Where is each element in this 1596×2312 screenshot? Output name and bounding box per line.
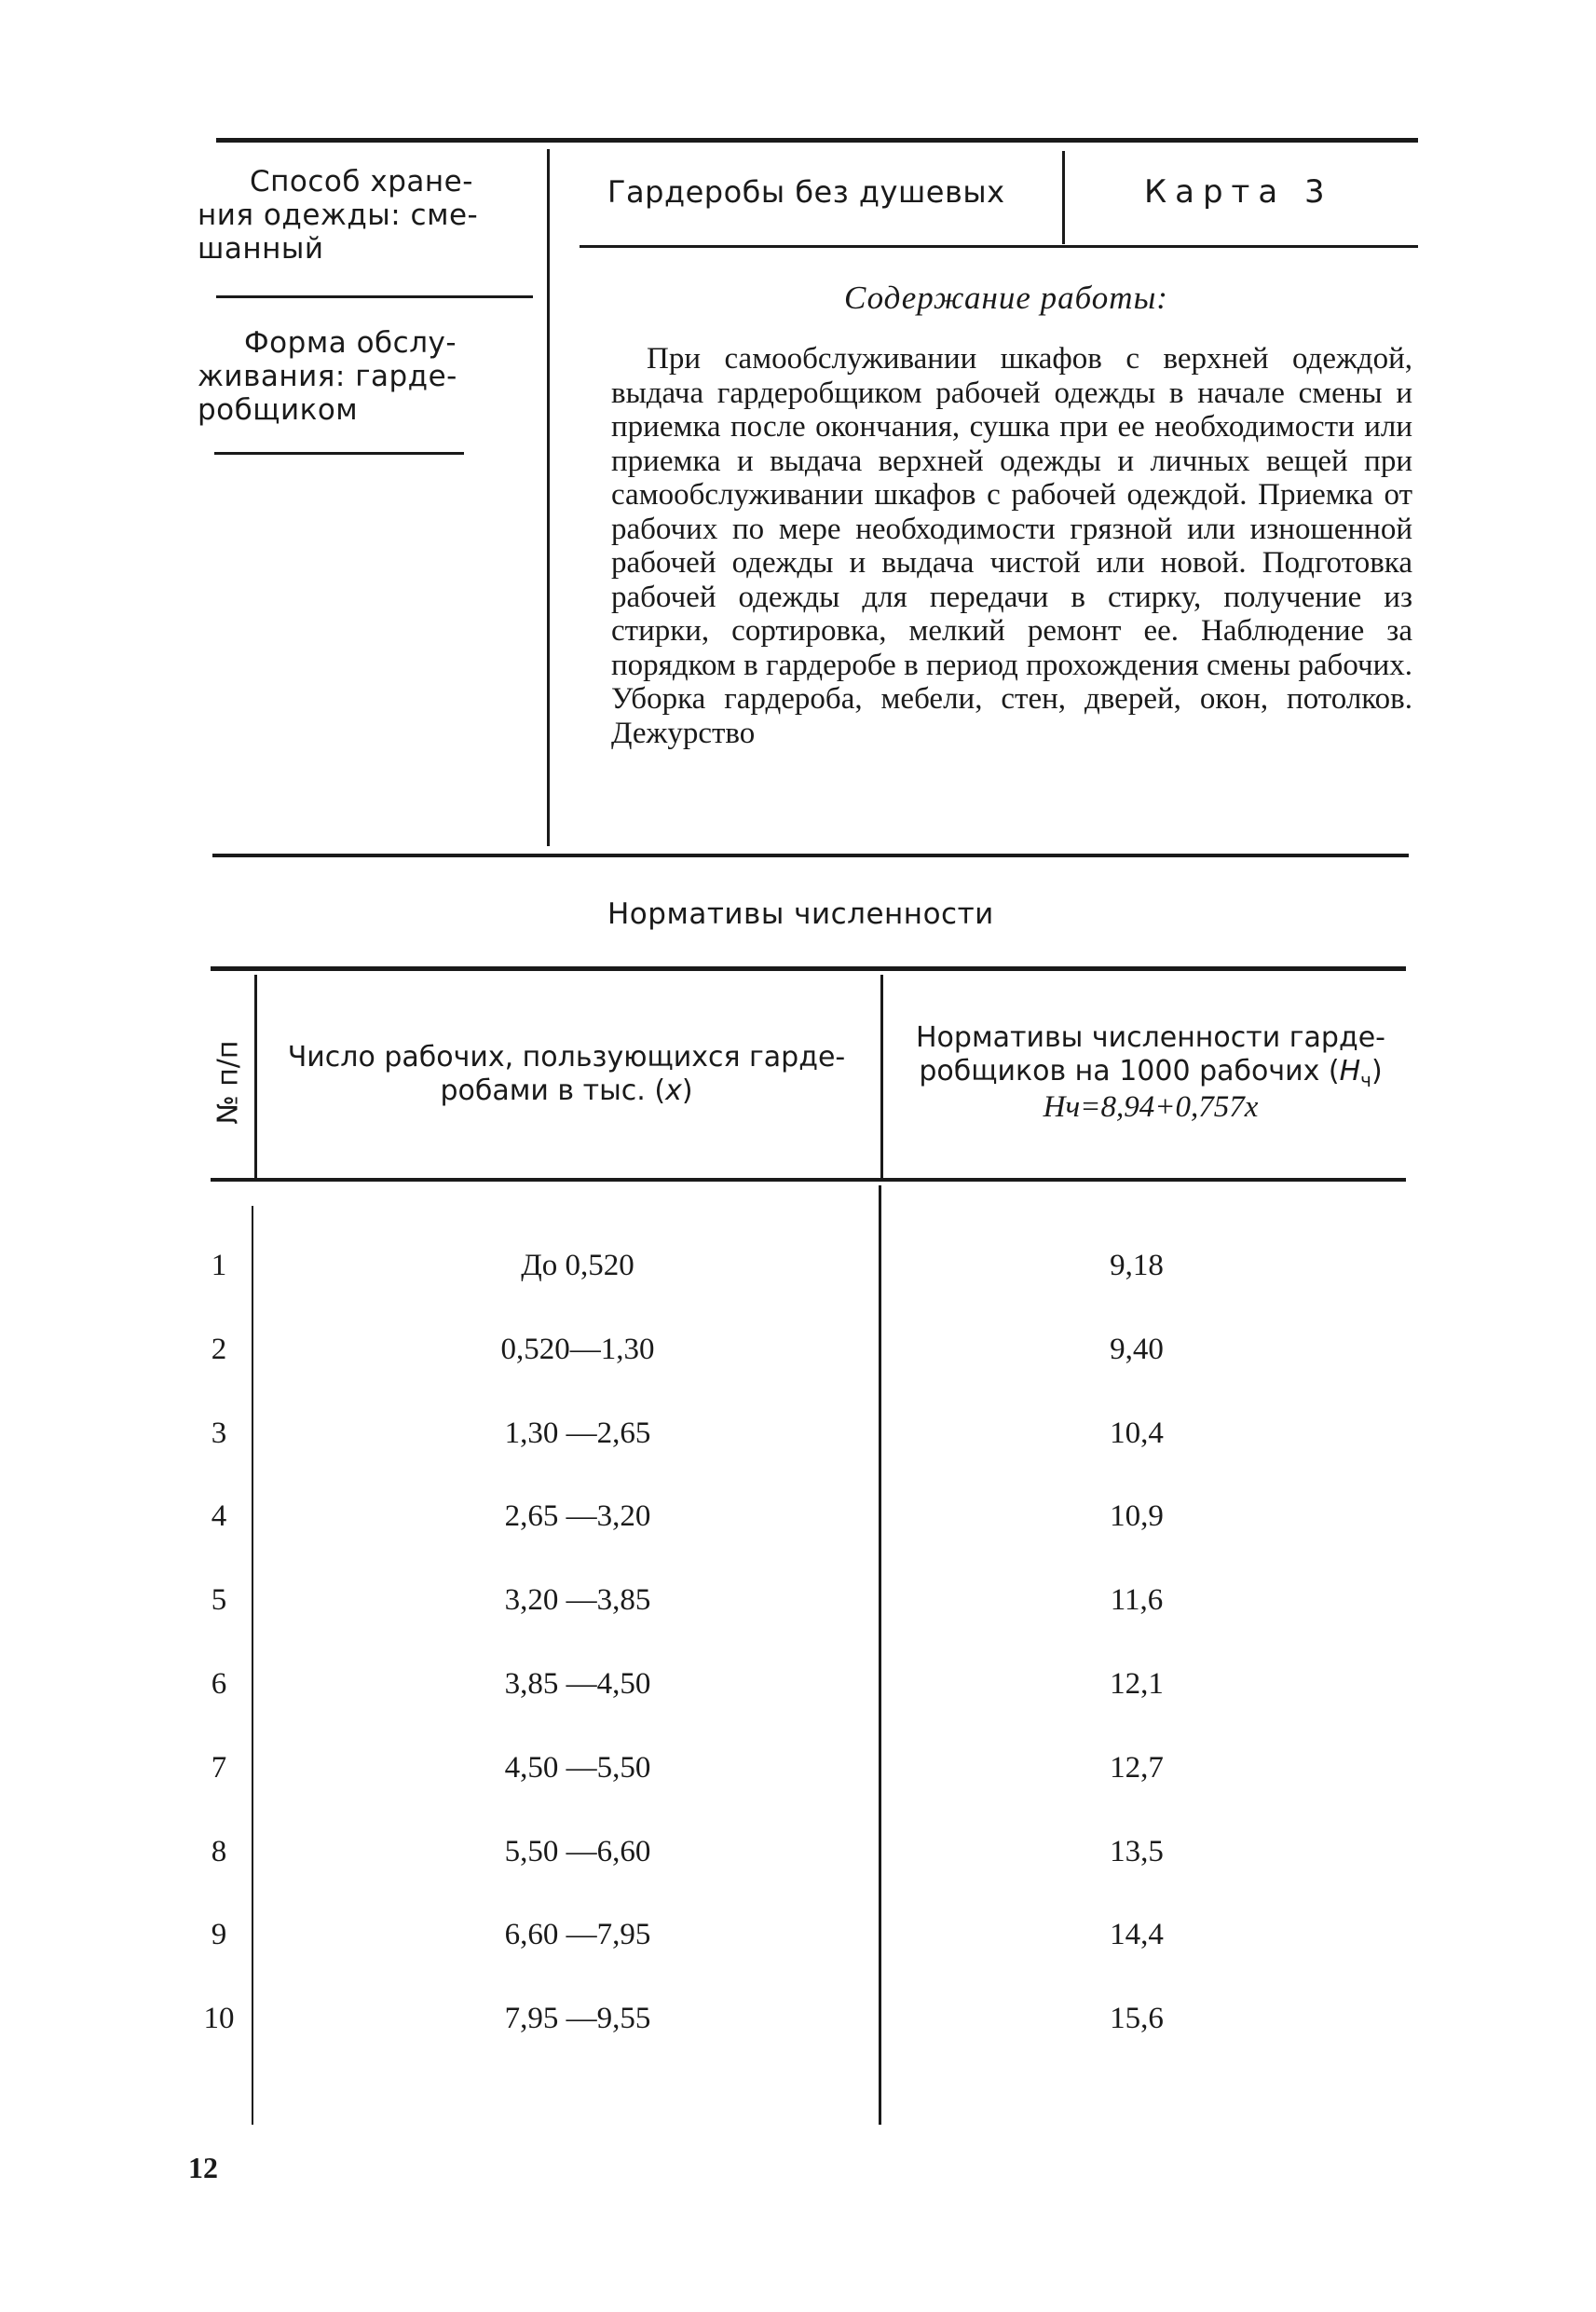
row-number: 7 (211, 1751, 227, 1785)
row-value: 10,9 (1110, 1499, 1164, 1533)
header-norms (890, 1021, 1412, 1097)
header-divider (1062, 151, 1065, 244)
content-text: При самообслуживании шкафов с верхней одеждой, выдача гардеробщиком рабочей одежды в начале смены и приемка после окончания, сушка при ее необходимости или приемка и выдача верхней одежды и личных вещей при самообслуживании шкафов с рабочей одеждой. Приемка от рабочих по мере необходимости грязной или изношенной рабочей одежды и выдача чистой или новой. Подготовка рабочей одежды для передачи в стирку, получение из стирки, сортировка, мелкий ремонт ее. Наблюдение за порядком в гардеробе в период прохождения смены рабочих. Уборка гардероба, мебели, стен, дверей, окон, потолков. Дежурство (611, 342, 1412, 750)
header-norms-line-1: Нормативы численности гарде- (916, 1021, 1385, 1054)
left-rule-2 (214, 452, 464, 455)
header-title: Гардеробы без душевых (607, 174, 1005, 210)
top-left-divider (547, 149, 550, 846)
header-workers-line-2: робами в тыс. (x) (440, 1074, 693, 1107)
storage-method-line-2: ния одежды: сме- (198, 198, 479, 232)
row-value: 14,4 (1110, 1918, 1164, 1951)
service-form (198, 326, 505, 427)
row-range: 3,85 —4,50 (504, 1667, 651, 1701)
storage-method (198, 165, 505, 266)
row-range: 6,60 —7,95 (504, 1918, 651, 1951)
table-col-divider-1 (254, 975, 257, 1180)
table-header-rule (211, 1178, 1406, 1182)
section-bottom-rule (212, 854, 1409, 857)
storage-method-line-1: Способ хране- (250, 165, 473, 198)
table-title: Нормативы численности (607, 897, 994, 931)
row-number: 9 (211, 1918, 227, 1951)
row-number: 2 (211, 1333, 227, 1366)
service-form-line-3: робщиком (198, 393, 359, 427)
storage-method-line-3: шанный (198, 232, 324, 266)
header-bottom-rule (580, 245, 1418, 248)
service-form-line-1: Форма обслу- (244, 326, 457, 360)
table-col-divider-1-body (252, 1206, 253, 2125)
row-value: 12,1 (1110, 1667, 1164, 1701)
row-range: 2,65 —3,20 (504, 1499, 651, 1533)
row-value: 9,40 (1110, 1333, 1164, 1366)
row-value: 10,4 (1110, 1416, 1164, 1450)
table-col-divider-2 (880, 975, 883, 1180)
top-rule (216, 138, 1418, 143)
service-form-line-2: живания: гарде- (198, 360, 457, 393)
header-workers-line-1: Число рабочих, пользующихся гарде- (287, 1041, 846, 1074)
card-number: Карта 3 (1144, 173, 1333, 211)
header-formula-text: Hч=8,94+0,757x (1043, 1090, 1259, 1124)
row-value: 12,7 (1110, 1751, 1164, 1785)
row-range: 0,520—1,30 (500, 1333, 655, 1366)
row-value: 13,5 (1110, 1835, 1164, 1868)
header-num: № п/п (211, 1040, 245, 1125)
table-col-divider-2-body (879, 1185, 881, 2125)
row-value: 11,6 (1110, 1583, 1164, 1617)
row-range: 3,20 —3,85 (504, 1583, 651, 1617)
row-range: До 0,520 (521, 1249, 634, 1282)
row-number: 5 (211, 1583, 227, 1617)
row-number: 8 (211, 1835, 227, 1868)
row-number: 1 (211, 1249, 227, 1282)
row-number: 3 (211, 1416, 227, 1450)
row-range: 5,50 —6,60 (504, 1835, 651, 1868)
row-value: 9,18 (1110, 1249, 1164, 1282)
page-number: 12 (188, 2151, 218, 2184)
row-number: 4 (211, 1499, 227, 1533)
header-norms-line-2: робщиков на 1000 рабочих $(Н_ч)$ (919, 1055, 1383, 1091)
row-number: 6 (211, 1667, 227, 1701)
table-top-rule (211, 966, 1406, 971)
left-rule-1 (216, 295, 533, 298)
row-number: 10 (203, 2002, 235, 2035)
content-heading: Содержание работы: (844, 280, 1168, 316)
row-range: 7,95 —9,55 (504, 2002, 651, 2035)
header-workers (268, 1041, 865, 1108)
header-formula (890, 1090, 1412, 1125)
row-range: 4,50 —5,50 (504, 1751, 651, 1785)
row-range: 1,30 —2,65 (504, 1416, 651, 1450)
row-value: 15,6 (1110, 2002, 1164, 2035)
